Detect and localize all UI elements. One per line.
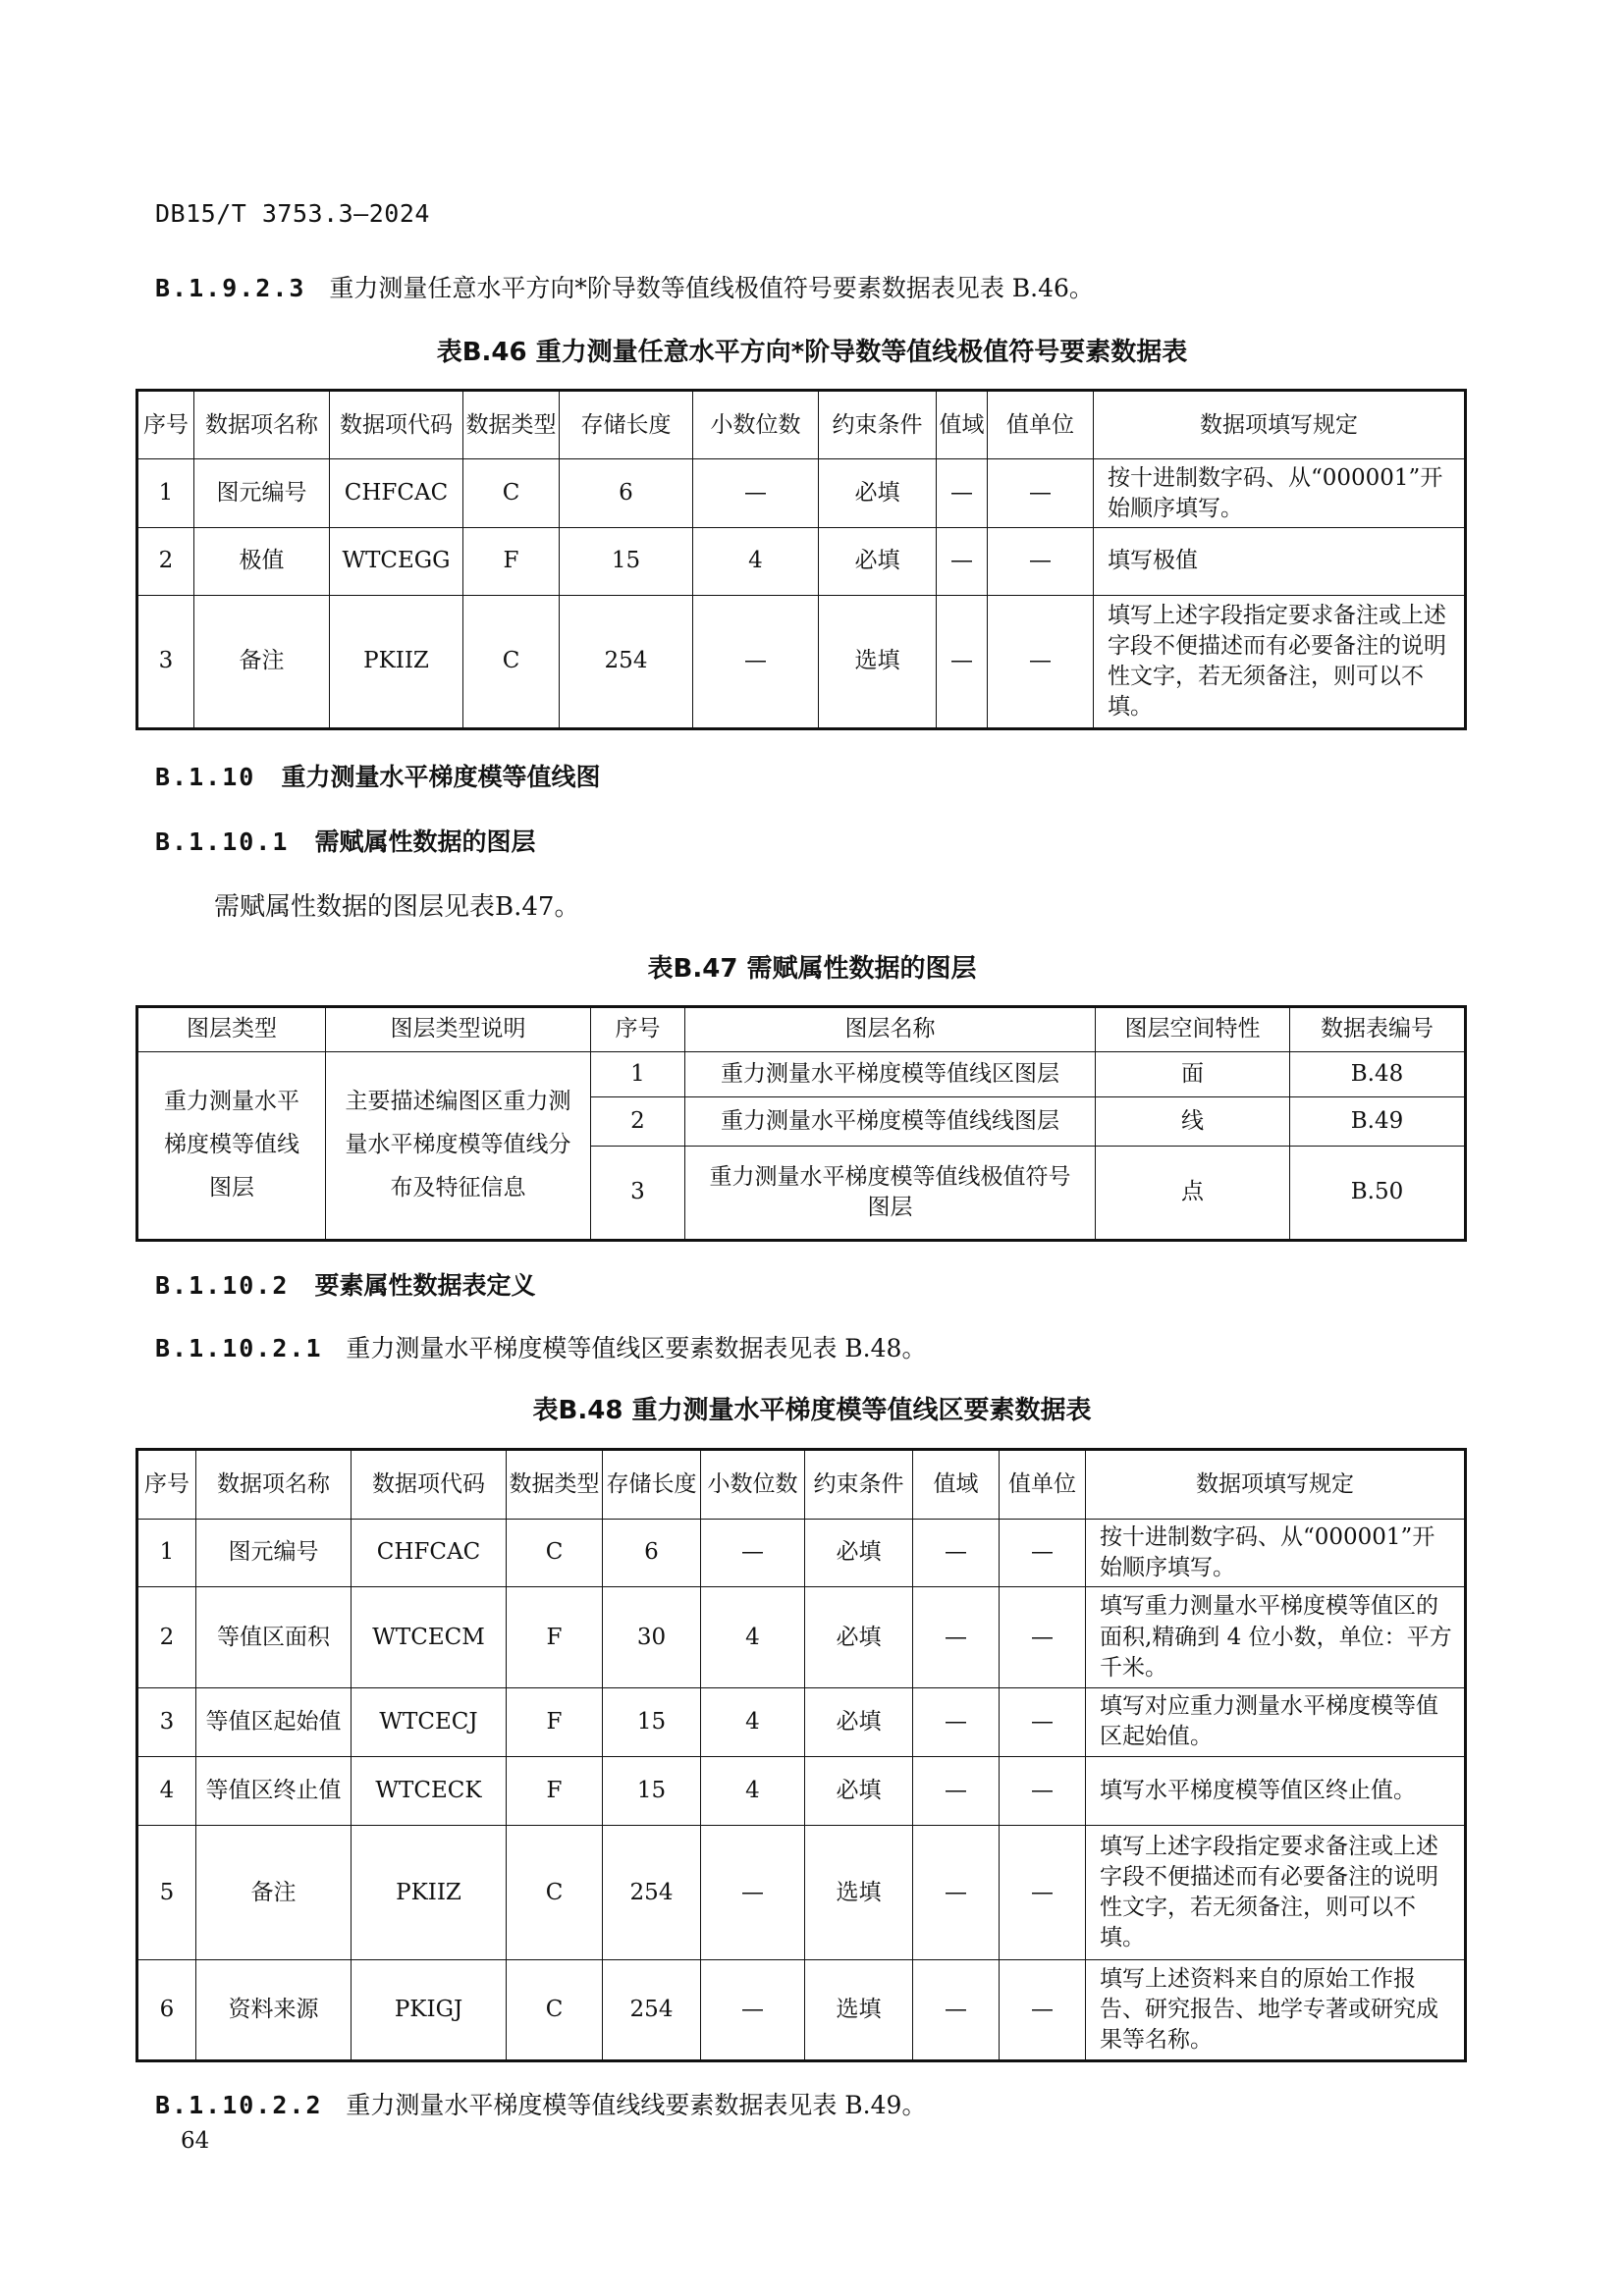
cell: F xyxy=(507,1756,603,1826)
header-cell: 存储长度 xyxy=(603,1450,701,1520)
cell: — xyxy=(913,1756,1000,1826)
table-header-row xyxy=(137,391,1466,459)
layer-type-cell: 重力测量水平梯度模等值线图层 xyxy=(137,1052,326,1241)
cell: — xyxy=(1000,1756,1086,1826)
header-cell: 值域 xyxy=(937,391,988,459)
table-row xyxy=(137,459,1466,528)
section-b1923 xyxy=(155,269,1094,304)
cell: WTCEGG xyxy=(330,528,463,595)
cell: 图元编号 xyxy=(194,459,330,528)
section-number: B.1.10.2 xyxy=(155,1271,290,1300)
cell: 极值 xyxy=(194,528,330,595)
cell: 面 xyxy=(1096,1052,1290,1097)
section-number: B.1.10.1 xyxy=(155,828,290,856)
section-b11022 xyxy=(155,2086,926,2121)
table48-caption: 表B.48 重力测量水平梯度模等值线区要素数据表 xyxy=(532,1396,1092,1425)
header-cell: 小数位数 xyxy=(693,391,819,459)
table-row xyxy=(137,1519,1466,1587)
cell: 1 xyxy=(591,1052,685,1097)
section-text: 重力测量水平梯度模等值线图 xyxy=(281,763,601,791)
table-row xyxy=(137,1587,1466,1688)
section-b11021 xyxy=(155,1329,926,1364)
cell: CHFCAC xyxy=(330,459,463,528)
cell: 3 xyxy=(591,1147,685,1241)
cell: WTCECJ xyxy=(352,1687,507,1756)
cell: F xyxy=(507,1587,603,1688)
cell: 必填 xyxy=(805,1519,913,1587)
cell: 填写水平梯度模等值区终止值。 xyxy=(1086,1756,1466,1826)
cell: C xyxy=(463,459,560,528)
cell: 15 xyxy=(603,1687,701,1756)
section-text: 重力测量水平梯度模等值线区要素数据表见表 B.48。 xyxy=(346,1334,927,1362)
cell: — xyxy=(913,1519,1000,1587)
cell: 资料来源 xyxy=(196,1960,352,2061)
cell: 1 xyxy=(137,459,194,528)
cell: 填写上述字段指定要求备注或上述字段不便描述而有必要备注的说明性文字，若无须备注，则可以不填。 xyxy=(1094,595,1466,728)
cell: 按十进制数字码、从“000001”开始顺序填写。 xyxy=(1094,459,1466,528)
cell: 4 xyxy=(701,1687,805,1756)
header-cell: 图层类型 xyxy=(137,1007,326,1052)
header-cell: 图层名称 xyxy=(685,1007,1096,1052)
section-number: B.1.10 xyxy=(155,763,256,791)
cell: WTCECK xyxy=(352,1756,507,1826)
cell: 必填 xyxy=(805,1587,913,1688)
cell: 点 xyxy=(1096,1147,1290,1241)
header-cell: 数据项代码 xyxy=(352,1450,507,1520)
cell: 选填 xyxy=(805,1960,913,2061)
cell: F xyxy=(463,528,560,595)
cell: 2 xyxy=(137,528,194,595)
cell: PKIGJ xyxy=(352,1960,507,2061)
cell: 等值区面积 xyxy=(196,1587,352,1688)
section-number: B.1.10.2.1 xyxy=(155,1334,323,1362)
cell: 2 xyxy=(591,1097,685,1147)
cell: — xyxy=(1000,1687,1086,1756)
header-cell: 值单位 xyxy=(1000,1450,1086,1520)
section-text: 需赋属性数据的图层 xyxy=(314,828,536,856)
page-number: 64 xyxy=(181,2128,210,2154)
table-header-row xyxy=(137,1007,1466,1052)
cell: 重力测量水平梯度模等值线极值符号图层 xyxy=(685,1147,1096,1241)
header-cell: 约束条件 xyxy=(819,391,937,459)
section-b1101 xyxy=(155,823,536,858)
cell: 填写上述字段指定要求备注或上述字段不便描述而有必要备注的说明性文字，若无须备注，则可以不填。 xyxy=(1086,1826,1466,1960)
table-row xyxy=(137,595,1466,728)
header-cell: 值单位 xyxy=(988,391,1094,459)
header-cell: 小数位数 xyxy=(701,1450,805,1520)
cell: — xyxy=(988,459,1094,528)
cell: — xyxy=(1000,1826,1086,1960)
layer-desc-cell: 主要描述编图区重力测量水平梯度模等值线分布及特征信息 xyxy=(326,1052,591,1241)
cell: 6 xyxy=(603,1519,701,1587)
cell: — xyxy=(1000,1960,1086,2061)
cell: 备注 xyxy=(196,1826,352,1960)
section-number: B.1.9.2.3 xyxy=(155,274,306,302)
cell: 等值区起始值 xyxy=(196,1687,352,1756)
document-header: DB15/T 3753.3—2024 xyxy=(155,199,430,228)
cell: 4 xyxy=(701,1587,805,1688)
cell: 1 xyxy=(137,1519,196,1587)
cell: 图元编号 xyxy=(196,1519,352,1587)
header-cell: 序号 xyxy=(137,1450,196,1520)
cell: 15 xyxy=(603,1756,701,1826)
cell: 254 xyxy=(603,1826,701,1960)
cell: 4 xyxy=(701,1756,805,1826)
cell: 2 xyxy=(137,1587,196,1688)
cell: PKIIZ xyxy=(352,1826,507,1960)
table-row xyxy=(137,1052,1466,1097)
cell: 必填 xyxy=(819,459,937,528)
cell: 填写极值 xyxy=(1094,528,1466,595)
cell: CHFCAC xyxy=(352,1519,507,1587)
table47 xyxy=(135,1005,1467,1242)
cell: B.49 xyxy=(1290,1097,1466,1147)
cell: C xyxy=(463,595,560,728)
cell: — xyxy=(693,595,819,728)
cell: 重力测量水平梯度模等值线区图层 xyxy=(685,1052,1096,1097)
table-header-row xyxy=(137,1450,1466,1520)
header-cell: 约束条件 xyxy=(805,1450,913,1520)
section-text: 重力测量任意水平方向*阶导数等值线极值符号要素数据表见表 B.46。 xyxy=(329,274,1094,302)
header-cell: 数据类型 xyxy=(507,1450,603,1520)
cell: B.50 xyxy=(1290,1147,1466,1241)
cell: — xyxy=(1000,1587,1086,1688)
header-cell: 数据项填写规定 xyxy=(1086,1450,1466,1520)
cell: 3 xyxy=(137,1687,196,1756)
header-cell: 图层空间特性 xyxy=(1096,1007,1290,1052)
cell: 必填 xyxy=(819,528,937,595)
cell: — xyxy=(988,528,1094,595)
cell: 必填 xyxy=(805,1687,913,1756)
cell: PKIIZ xyxy=(330,595,463,728)
cell: 254 xyxy=(560,595,693,728)
cell: — xyxy=(701,1519,805,1587)
cell: 30 xyxy=(603,1587,701,1688)
cell: 15 xyxy=(560,528,693,595)
table-row xyxy=(137,1756,1466,1826)
header-cell: 数据表编号 xyxy=(1290,1007,1466,1052)
cell: — xyxy=(937,595,988,728)
cell: — xyxy=(701,1826,805,1960)
cell: 按十进制数字码、从“000001”开始顺序填写。 xyxy=(1086,1519,1466,1587)
cell: 4 xyxy=(137,1756,196,1826)
cell: F xyxy=(507,1687,603,1756)
cell: 备注 xyxy=(194,595,330,728)
cell: 等值区终止值 xyxy=(196,1756,352,1826)
table-row xyxy=(137,1960,1466,2061)
cell: — xyxy=(937,459,988,528)
header-cell: 图层类型说明 xyxy=(326,1007,591,1052)
table48 xyxy=(135,1448,1467,2062)
cell: — xyxy=(913,1587,1000,1688)
cell: B.48 xyxy=(1290,1052,1466,1097)
cell: C xyxy=(507,1826,603,1960)
cell: 6 xyxy=(560,459,693,528)
table47-caption: 表B.47 需赋属性数据的图层 xyxy=(647,954,977,984)
table-row xyxy=(137,528,1466,595)
cell: — xyxy=(937,528,988,595)
header-cell: 数据项代码 xyxy=(330,391,463,459)
header-cell: 序号 xyxy=(591,1007,685,1052)
section-text: 要素属性数据表定义 xyxy=(314,1271,536,1300)
cell: 必填 xyxy=(805,1756,913,1826)
section-number: B.1.10.2.2 xyxy=(155,2091,323,2119)
section-b1102 xyxy=(155,1266,536,1302)
table-row xyxy=(137,1687,1466,1756)
cell: 线 xyxy=(1096,1097,1290,1147)
cell: 选填 xyxy=(805,1826,913,1960)
cell: 3 xyxy=(137,595,194,728)
header-cell: 序号 xyxy=(137,391,194,459)
cell: 254 xyxy=(603,1960,701,2061)
cell: 填写重力测量水平梯度模等值区的面积,精确到 4 位小数，单位：平方千米。 xyxy=(1086,1587,1466,1688)
cell: — xyxy=(988,595,1094,728)
cell: 重力测量水平梯度模等值线线图层 xyxy=(685,1097,1096,1147)
header-cell: 数据项填写规定 xyxy=(1094,391,1466,459)
header-cell: 数据项名称 xyxy=(194,391,330,459)
table46 xyxy=(135,389,1467,730)
cell: — xyxy=(701,1960,805,2061)
cell: 填写上述资料来自的原始工作报告、研究报告、地学专著或研究成果等名称。 xyxy=(1086,1960,1466,2061)
paragraph-b1101: 需赋属性数据的图层见表B.47。 xyxy=(214,892,580,922)
cell: WTCECM xyxy=(352,1587,507,1688)
cell: C xyxy=(507,1960,603,2061)
cell: — xyxy=(913,1960,1000,2061)
cell: — xyxy=(913,1687,1000,1756)
cell: C xyxy=(507,1519,603,1587)
cell: 4 xyxy=(693,528,819,595)
section-b110 xyxy=(155,758,600,793)
section-text: 重力测量水平梯度模等值线线要素数据表见表 B.49。 xyxy=(346,2091,927,2119)
header-cell: 数据项名称 xyxy=(196,1450,352,1520)
header-cell: 数据类型 xyxy=(463,391,560,459)
cell: 选填 xyxy=(819,595,937,728)
table46-caption: 表B.46 重力测量任意水平方向*阶导数等值线极值符号要素数据表 xyxy=(436,338,1188,367)
cell: 填写对应重力测量水平梯度模等值区起始值。 xyxy=(1086,1687,1466,1756)
table-row xyxy=(137,1826,1466,1960)
cell: 5 xyxy=(137,1826,196,1960)
cell: — xyxy=(693,459,819,528)
cell: — xyxy=(913,1826,1000,1960)
header-cell: 存储长度 xyxy=(560,391,693,459)
cell: — xyxy=(1000,1519,1086,1587)
cell: 6 xyxy=(137,1960,196,2061)
header-cell: 值域 xyxy=(913,1450,1000,1520)
